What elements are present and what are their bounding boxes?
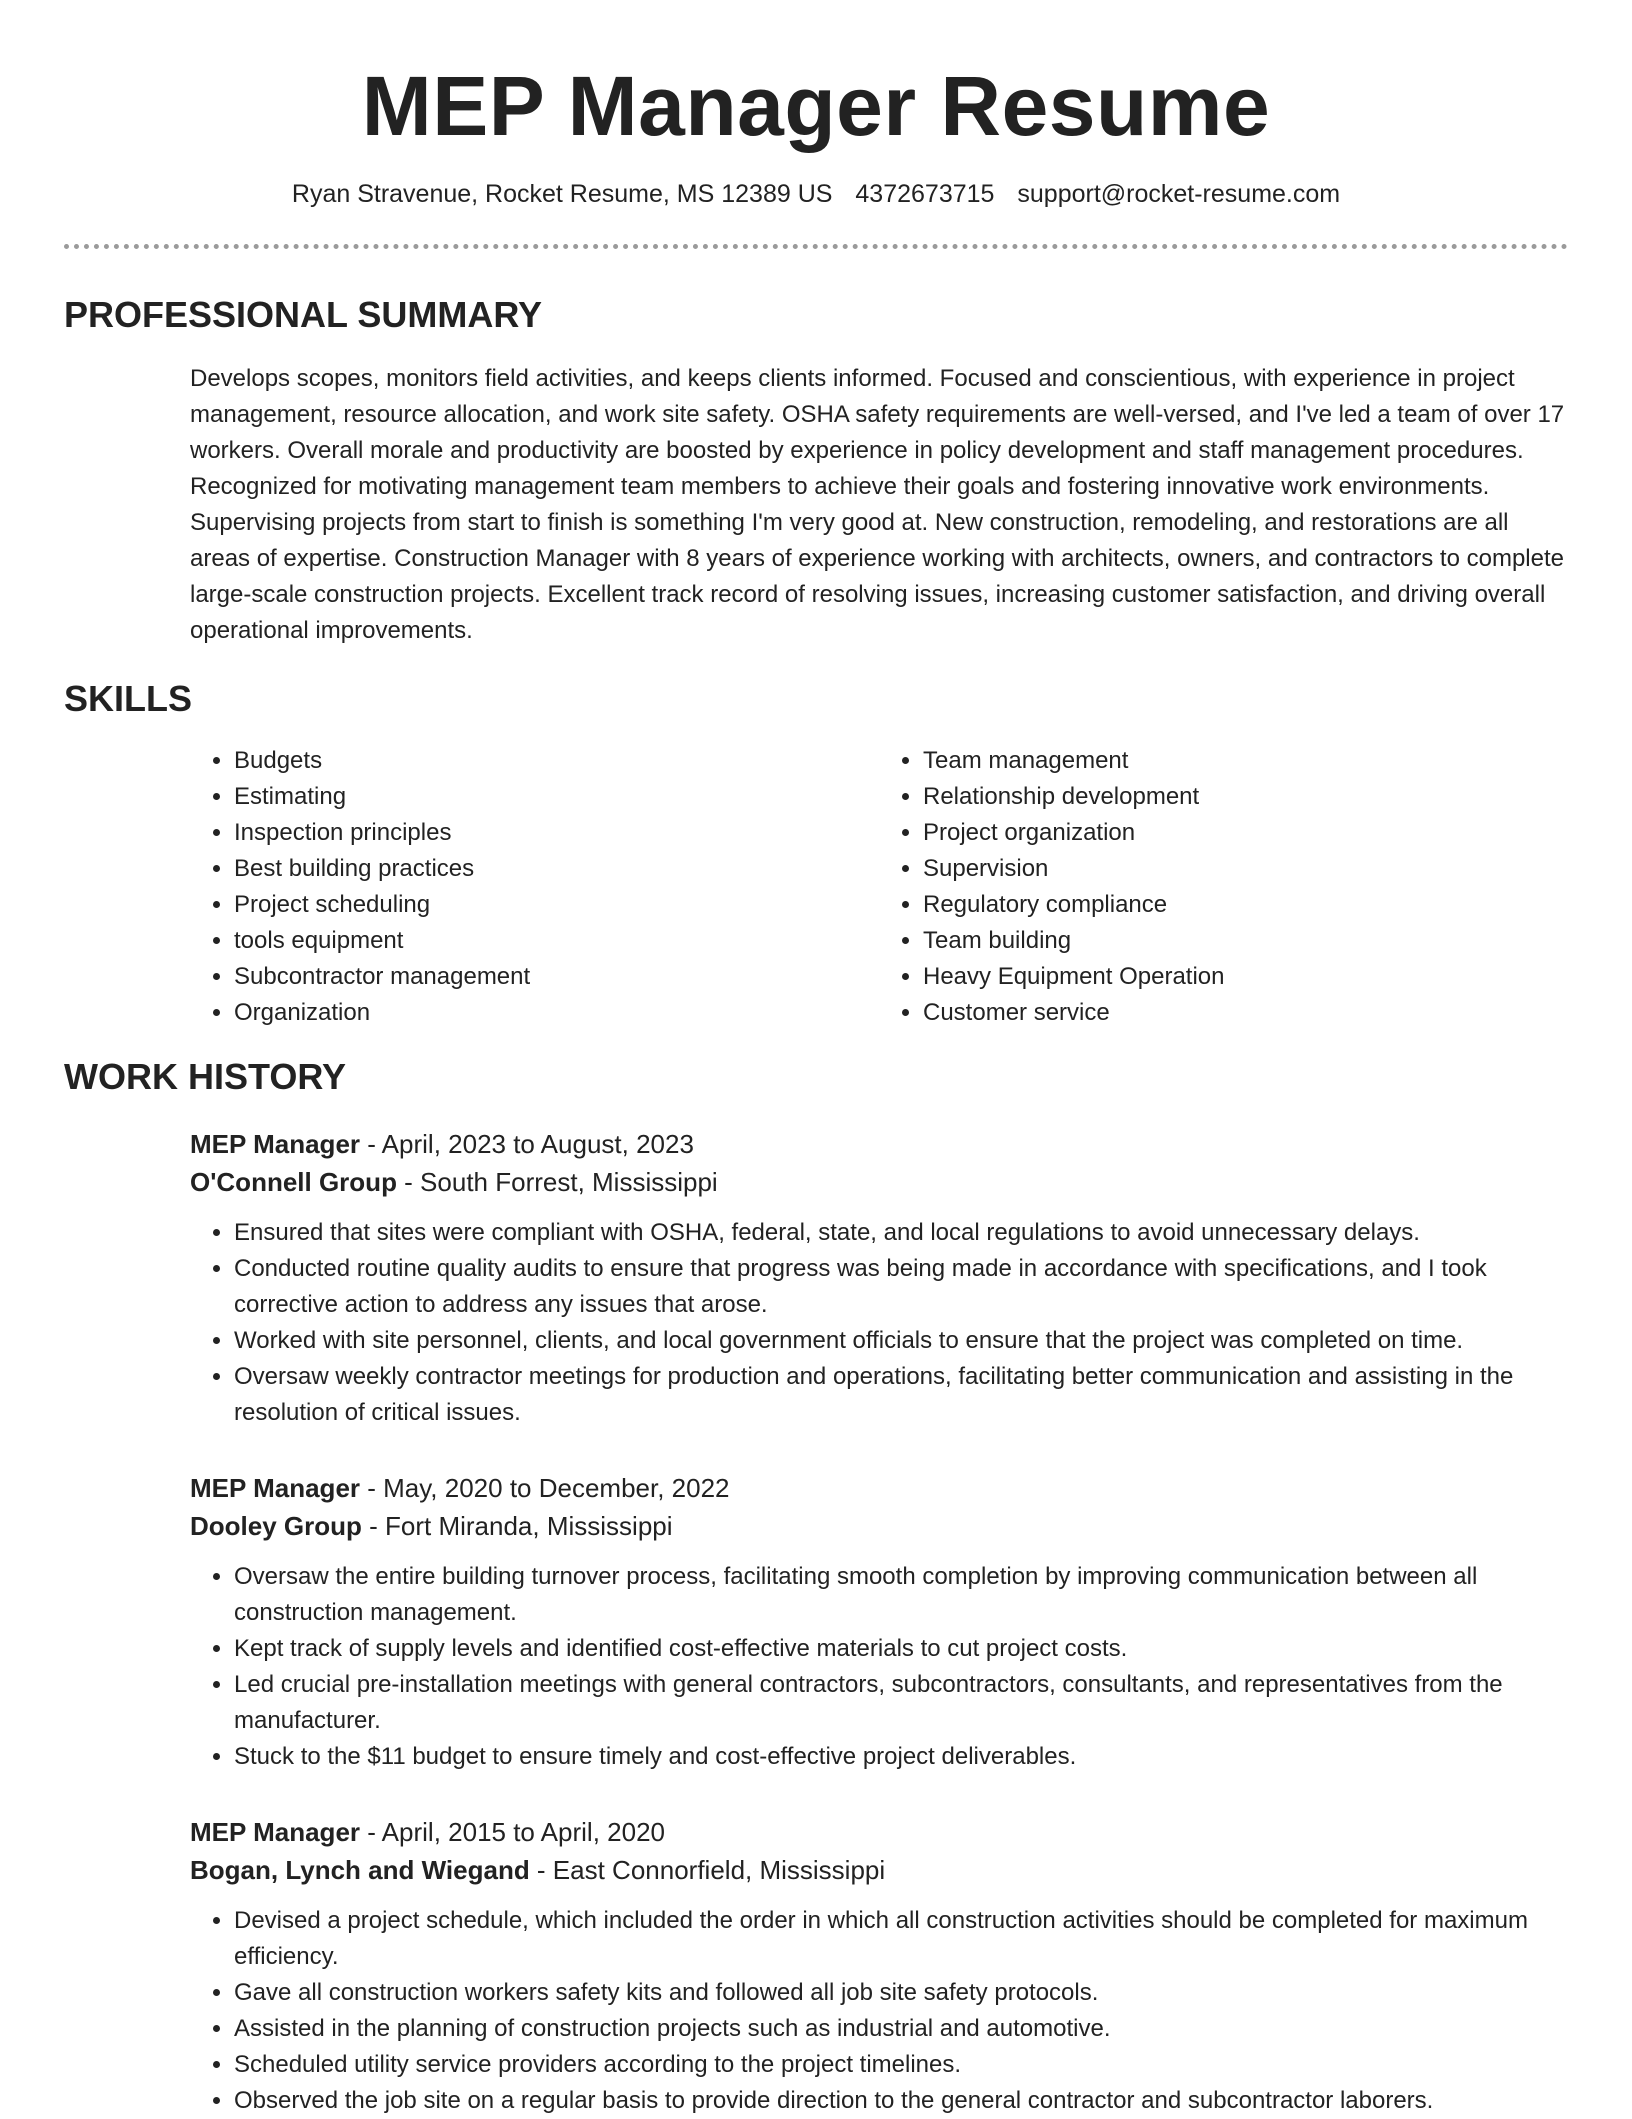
skill-item: • Relationship development — [923, 779, 1568, 815]
skills-left-list — [190, 743, 879, 1031]
job-bullet: • Kept track of supply levels and identified cost-effective materials to cut project costs. — [234, 1631, 1568, 1667]
work-history-section — [64, 1055, 1568, 2119]
job-bullet: • Observed the job site on a regular basis to provide direction to the general contractor and subcontractor laborers. — [234, 2083, 1568, 2119]
skill-item: • Inspection principles — [234, 815, 879, 851]
summary-text: Develops scopes, monitors field activities, and keeps clients informed. Focused and conscientious, with experience in project management, resource allocation, and work site safety. OSHA safety requirements are well-versed, and I've led a team of over 17 workers. Overall morale and productivity are boosted by experience in policy development and staff management procedures. Recognized for motivating management team members to achieve their goals and fostering innovative work environments. Supervising projects from start to finish is something I'm very good at. New construction, remodeling, and restorations are all areas of expertise. Construction Manager with 8 years of experience working with architects, owners, and contractors to complete large-scale construction projects. Excellent track record of resolving issues, increasing customer satisfaction, and driving overall operational improvements. — [190, 365, 1565, 644]
job-title: MEP Manager — [190, 1473, 361, 1503]
header-divider — [64, 244, 1568, 249]
skills-columns — [190, 743, 1568, 1031]
job-entry — [190, 1813, 1568, 2119]
job-bullet: • Oversaw the entire building turnover process, facilitating smooth completion by improving communication between all construction management. — [234, 1559, 1568, 1631]
job-bullet: • Conducted routine quality audits to ensure that progress was being made in accordance with specifications, and I took corrective action to address any issues that arose. — [234, 1251, 1568, 1323]
job-entry — [190, 1125, 1568, 1431]
professional-summary-section — [64, 293, 1568, 649]
job-title: MEP Manager — [190, 1129, 361, 1159]
job-company: Dooley Group — [190, 1511, 362, 1541]
skill-item: • Project organization — [923, 815, 1568, 851]
job-bullet: • Assisted in the planning of construction projects such as industrial and automotive. — [234, 2011, 1568, 2047]
job-dates: - April, 2015 to April, 2020 — [360, 1817, 665, 1847]
skill-item: • Budgets — [234, 743, 879, 779]
job-title: MEP Manager — [190, 1817, 361, 1847]
section-heading-work-history: WORK HISTORY — [64, 1056, 347, 1097]
contact-line — [64, 178, 1568, 210]
job-dates: - April, 2023 to August, 2023 — [360, 1129, 694, 1159]
job-company-line — [190, 1851, 1568, 1889]
job-bullet: • Stuck to the $11 budget to ensure timely and cost-effective project deliverables. — [234, 1739, 1568, 1775]
skill-item: • Team building — [923, 923, 1568, 959]
job-company: O'Connell Group — [190, 1167, 397, 1197]
contact-phone: 4372673715 — [855, 180, 995, 208]
skill-item: • Best building practices — [234, 851, 879, 887]
job-bullet: • Led crucial pre-installation meetings with general contractors, subcontractors, consultants, and representatives from the manufacturer. — [234, 1667, 1568, 1739]
skill-item: • Team management — [923, 743, 1568, 779]
job-company: Bogan, Lynch and Wiegand — [190, 1855, 530, 1885]
job-location: - East Connorfield, Mississippi — [529, 1855, 886, 1885]
job-location: - Fort Miranda, Mississippi — [361, 1511, 673, 1541]
resume-title: MEP Manager Resume — [361, 59, 1271, 153]
skill-item: • Estimating — [234, 779, 879, 815]
skill-item: • Project scheduling — [234, 887, 879, 923]
skill-item: • Subcontractor management — [234, 959, 879, 995]
job-bullet: • Worked with site personnel, clients, and local government officials to ensure that the project was completed on time. — [234, 1323, 1568, 1359]
skills-right-list — [879, 743, 1568, 1031]
contact-email: support@rocket-resume.com — [1017, 180, 1341, 208]
job-company-line — [190, 1507, 1568, 1545]
job-bullet: • Gave all construction workers safety kits and followed all job site safety protocols. — [234, 1975, 1568, 2011]
job-entry — [190, 1469, 1568, 1775]
section-heading-skills: SKILLS — [64, 678, 193, 719]
skill-item: • Heavy Equipment Operation — [923, 959, 1568, 995]
job-bullet: • Devised a project schedule, which included the order in which all construction activities should be completed for maximum efficiency. — [234, 1903, 1568, 1975]
job-bullet-list — [190, 1903, 1568, 2119]
skill-item: • Customer service — [923, 995, 1568, 1031]
skills-section — [64, 677, 1568, 1031]
job-location: - South Forrest, Mississippi — [396, 1167, 718, 1197]
skill-item: • Supervision — [923, 851, 1568, 887]
skill-item: • tools equipment — [234, 923, 879, 959]
job-bullet: • Scheduled utility service providers according to the project timelines. — [234, 2047, 1568, 2083]
job-company-line — [190, 1163, 1568, 1201]
skill-item: • Regulatory compliance — [923, 887, 1568, 923]
job-title-line — [190, 1469, 1568, 1507]
section-heading-summary: PROFESSIONAL SUMMARY — [64, 294, 543, 335]
job-title-line — [190, 1125, 1568, 1163]
job-title-line — [190, 1813, 1568, 1851]
job-dates: - May, 2020 to December, 2022 — [360, 1473, 730, 1503]
skill-item: • Organization — [234, 995, 879, 1031]
contact-address: Ryan Stravenue, Rocket Resume, MS 12389 US — [291, 180, 833, 208]
job-bullet: • Ensured that sites were compliant with OSHA, federal, state, and local regulations to avoid unnecessary delays. — [234, 1215, 1568, 1251]
job-bullet-list — [190, 1215, 1568, 1431]
job-bullet: • Oversaw weekly contractor meetings for production and operations, facilitating better communication and assisting in the resolution of critical issues. — [234, 1359, 1568, 1431]
job-bullet-list — [190, 1559, 1568, 1775]
